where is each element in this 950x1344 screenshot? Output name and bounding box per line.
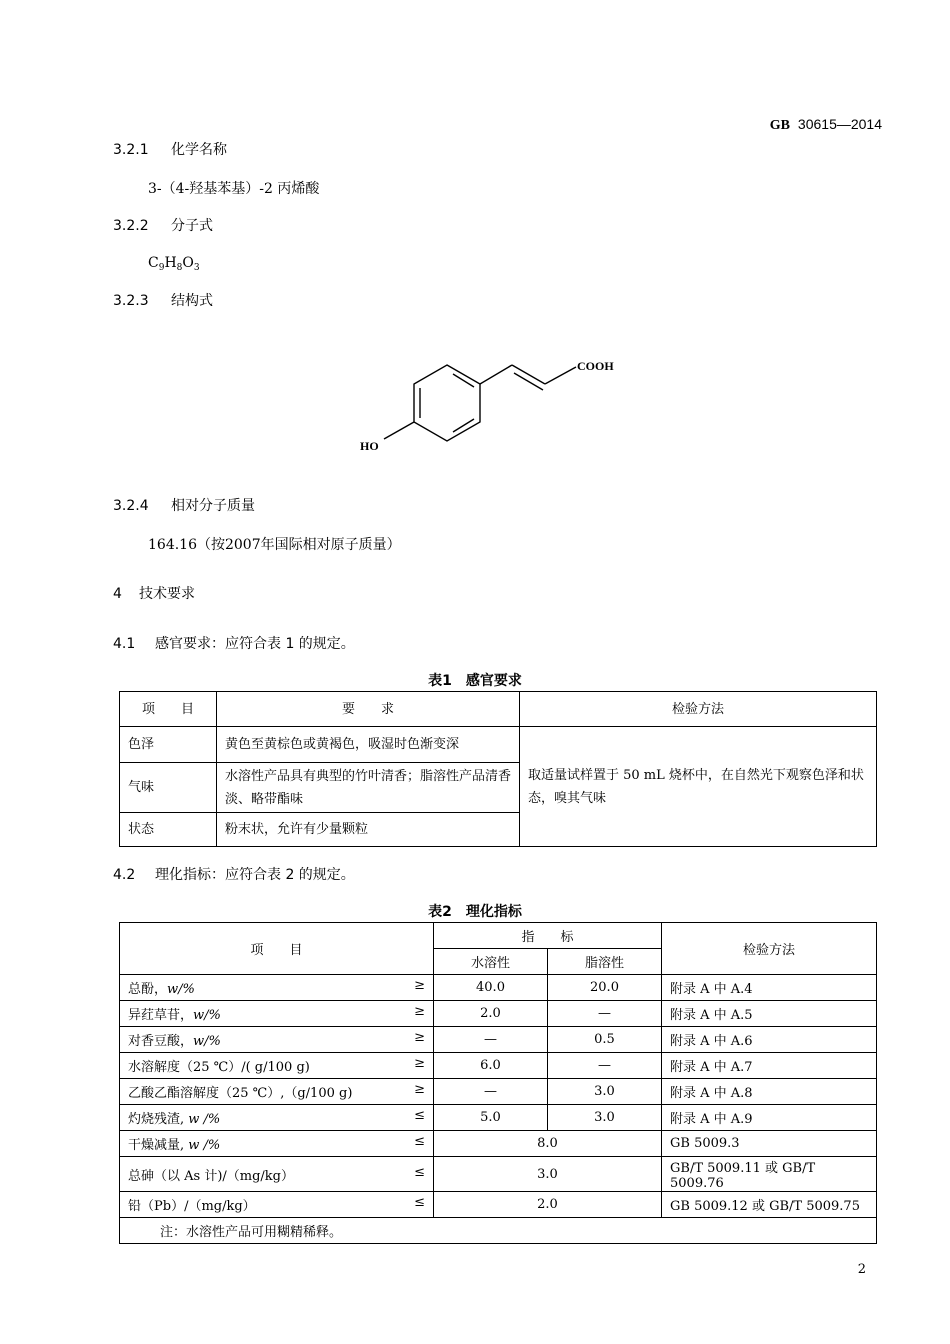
table2-header-fat: 脂溶性 <box>548 949 662 975</box>
table2-item: 总砷（以 As 计)/（mg/kg） ≤ <box>120 1157 434 1192</box>
table1-requirement: 黄色至黄棕色或黄褐色，吸湿时色渐变深 <box>217 727 520 763</box>
section-number: 4.1 <box>113 636 136 652</box>
standard-prefix: GB <box>769 118 790 133</box>
structural-formula <box>350 350 630 460</box>
table2-method: 附录 A 中 A.5 <box>662 1001 877 1027</box>
section-number: 3.2.4 <box>113 498 149 514</box>
table1-sensory <box>119 691 877 847</box>
heading-4 <box>113 583 195 603</box>
table-row <box>120 1027 877 1053</box>
heading-3-2-3 <box>113 290 213 310</box>
table2-method: 附录 A 中 A.9 <box>662 1105 877 1131</box>
table-row <box>120 727 877 763</box>
heading-3-2-4 <box>113 495 255 515</box>
acid-label: COOH <box>577 359 614 373</box>
table1-header-item: 项 目 <box>120 692 217 727</box>
benzene-ring <box>414 365 480 441</box>
section-title: 化学名称 <box>171 142 227 158</box>
table2-note: 注：水溶性产品可用糊精稀释。 <box>120 1218 877 1244</box>
table2-water-value: 6.0 <box>434 1053 548 1079</box>
table2-method: GB/T 5009.11 或 GB/T 5009.76 <box>662 1157 877 1192</box>
table2-merged-value: 8.0 <box>434 1131 662 1157</box>
page-number: 2 <box>857 1262 866 1277</box>
section-number: 3.2.1 <box>113 142 149 158</box>
table2-fat-value: — <box>548 1001 662 1027</box>
table2-water-value: — <box>434 1027 548 1053</box>
table2-physicochemical <box>119 922 877 1244</box>
section-text: 感官要求：应符合表 1 的规定。 <box>155 636 355 652</box>
table2-fat-value: 3.0 <box>548 1079 662 1105</box>
table2-method: 附录 A 中 A.4 <box>662 975 877 1001</box>
table2-merged-value: 3.0 <box>434 1157 662 1192</box>
table2-method: 附录 A 中 A.6 <box>662 1027 877 1053</box>
table2-method: GB 5009.3 <box>662 1131 877 1157</box>
table-row <box>120 1157 877 1192</box>
heading-3-2-1 <box>113 139 227 159</box>
molecular-formula: $C_9H_8O_3$ <box>148 255 200 273</box>
table1-header-method: 检验方法 <box>520 692 877 727</box>
table-row <box>120 1001 877 1027</box>
table2-item: 异荭草苷，w/% ≥ <box>120 1001 434 1027</box>
table1-method: 取适量试样置于 50 mL 烧杯中，在自然光下观察色泽和状态，嗅其气味 <box>520 727 877 847</box>
table2-fat-value: 20.0 <box>548 975 662 1001</box>
table2-fat-value: 0.5 <box>548 1027 662 1053</box>
table-row <box>120 1131 877 1157</box>
section-text: 理化指标：应符合表 2 的规定。 <box>155 867 355 883</box>
table2-water-value: 40.0 <box>434 975 548 1001</box>
table-row <box>120 1079 877 1105</box>
table2-water-value: — <box>434 1079 548 1105</box>
table2-item: 对香豆酸，w/% ≥ <box>120 1027 434 1053</box>
table-row <box>120 975 877 1001</box>
table2-fat-value: 3.0 <box>548 1105 662 1131</box>
table2-header-method: 检验方法 <box>662 923 877 975</box>
table2-header-water: 水溶性 <box>434 949 548 975</box>
heading-4-2 <box>113 864 355 884</box>
heading-4-1 <box>113 633 355 653</box>
section-number: 3.2.2 <box>113 218 149 234</box>
molecular-mass: 164.16（按2007年国际相对原子质量） <box>148 537 401 553</box>
table2-fat-value: — <box>548 1053 662 1079</box>
section-number: 4.2 <box>113 867 136 883</box>
table2-header-item: 项 目 <box>120 923 434 975</box>
table-row <box>120 1053 877 1079</box>
table1-requirement: 水溶性产品具有典型的竹叶清香；脂溶性产品清香淡、略带酯味 <box>217 763 520 813</box>
table2-merged-value: 2.0 <box>434 1192 662 1218</box>
chemical-name: 3-（4-羟基苯基）-2 丙烯酸 <box>148 181 320 197</box>
table2-caption: 表2 理化指标 <box>428 904 522 920</box>
table2-item: 铅（Pb）/（mg/kg） ≤ <box>120 1192 434 1218</box>
table2-water-value: 2.0 <box>434 1001 548 1027</box>
section-title: 相对分子质量 <box>171 498 255 514</box>
table2-method: 附录 A 中 A.8 <box>662 1079 877 1105</box>
table2-header-index: 指 标 <box>434 923 662 949</box>
table2-item: 灼烧残渣, w /% ≤ <box>120 1105 434 1131</box>
heading-3-2-2 <box>113 215 213 235</box>
section-title: 结构式 <box>171 293 213 309</box>
table2-item: 乙酸乙酯溶解度（25 ℃）,（g/100 g) ≥ <box>120 1079 434 1105</box>
table2-item: 水溶解度（25 ℃）/( g/100 g) ≥ <box>120 1053 434 1079</box>
table2-water-value: 5.0 <box>434 1105 548 1131</box>
table1-item: 气味 <box>120 763 217 813</box>
table1-item: 状态 <box>120 813 217 847</box>
hydroxy-label: HO <box>360 439 379 453</box>
section-number: 3.2.3 <box>113 293 149 309</box>
table1-header-requirement: 要 求 <box>217 692 520 727</box>
standard-number: 30615—2014 <box>797 116 882 132</box>
table1-caption: 表1 感官要求 <box>428 673 522 689</box>
table2-method: 附录 A 中 A.7 <box>662 1053 877 1079</box>
table-row <box>120 1192 877 1218</box>
table2-item: 总酚，w/% ≥ <box>120 975 434 1001</box>
section-title: 分子式 <box>171 218 213 234</box>
table1-requirement: 粉末状，允许有少量颗粒 <box>217 813 520 847</box>
section-title: 技术要求 <box>139 586 195 602</box>
table-row <box>120 1105 877 1131</box>
table2-method: GB 5009.12 或 GB/T 5009.75 <box>662 1192 877 1218</box>
table2-item: 干燥减量, w /% ≤ <box>120 1131 434 1157</box>
standard-code <box>770 116 882 134</box>
section-number: 4 <box>113 586 122 602</box>
table1-item: 色泽 <box>120 727 217 763</box>
